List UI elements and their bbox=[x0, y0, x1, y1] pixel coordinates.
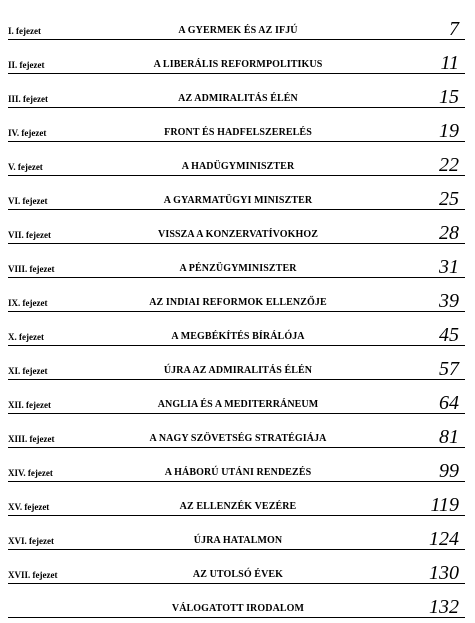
toc-row bbox=[8, 40, 465, 74]
toc-row bbox=[8, 516, 465, 550]
chapter-label: XI. fejezet bbox=[8, 366, 48, 376]
chapter-title: A GYERMEK ÉS AZ IFJÚ bbox=[178, 25, 298, 36]
chapter-label: XIII. fejezet bbox=[8, 434, 55, 444]
chapter-label: I. fejezet bbox=[8, 26, 41, 36]
toc-row bbox=[8, 448, 465, 482]
page-number: 119 bbox=[430, 494, 459, 516]
chapter-label: IX. fejezet bbox=[8, 298, 48, 308]
chapter-label: XIV. fejezet bbox=[8, 468, 53, 478]
chapter-label: VII. fejezet bbox=[8, 230, 51, 240]
chapter-title: A LIBERÁLIS REFORMPOLITIKUS bbox=[153, 59, 323, 70]
chapter-title: AZ ADMIRALITÁS ÉLÉN bbox=[178, 93, 298, 104]
page-number: 15 bbox=[439, 86, 459, 108]
toc-row bbox=[8, 74, 465, 108]
page-number: 57 bbox=[439, 358, 459, 380]
toc-row bbox=[8, 346, 465, 380]
chapter-title: VISSZA A KONZERVATÍVOKHOZ bbox=[158, 229, 318, 240]
chapter-title: A HADÜGYMINISZTER bbox=[181, 161, 295, 172]
toc-row bbox=[8, 584, 465, 618]
page-number: 99 bbox=[439, 460, 459, 482]
page-number: 124 bbox=[429, 528, 459, 550]
chapter-label: XVII. fejezet bbox=[8, 570, 58, 580]
chapter-title: A HÁBORÚ UTÁNI RENDEZÉS bbox=[164, 467, 312, 478]
toc-row bbox=[8, 414, 465, 448]
toc-row bbox=[8, 6, 465, 40]
page-number: 7 bbox=[449, 18, 459, 40]
table-of-contents bbox=[8, 6, 465, 618]
toc-row bbox=[8, 210, 465, 244]
chapter-label: II. fejezet bbox=[8, 60, 45, 70]
chapter-label: XV. fejezet bbox=[8, 502, 50, 512]
chapter-label: IV. fejezet bbox=[8, 128, 47, 138]
chapter-label: X. fejezet bbox=[8, 332, 44, 342]
toc-row bbox=[8, 482, 465, 516]
page-number: 25 bbox=[439, 188, 459, 210]
chapter-title: VÁLOGATOTT IRODALOM bbox=[171, 603, 305, 614]
chapter-title: A GYARMATÜGYI MINISZTER bbox=[163, 195, 313, 206]
page-number: 19 bbox=[439, 120, 459, 142]
toc-row bbox=[8, 550, 465, 584]
toc-row bbox=[8, 142, 465, 176]
chapter-title: FRONT ÉS HADFELSZERELÉS bbox=[164, 127, 312, 138]
chapter-title: A PÉNZÜGYMINISZTER bbox=[179, 263, 297, 274]
page-number: 39 bbox=[439, 290, 459, 312]
page-number: 45 bbox=[439, 324, 459, 346]
page-number: 132 bbox=[429, 596, 459, 618]
chapter-title: AZ ELLENZÉK VEZÉRE bbox=[179, 501, 297, 512]
page-number: 31 bbox=[439, 256, 459, 278]
chapter-title: ÚJRA AZ ADMIRALITÁS ÉLÉN bbox=[163, 365, 313, 376]
chapter-title: A MEGBÉKÍTÉS BÍRÁLÓJA bbox=[171, 331, 305, 342]
page-number: 81 bbox=[439, 426, 459, 448]
chapter-label: V. fejezet bbox=[8, 162, 43, 172]
toc-row bbox=[8, 278, 465, 312]
chapter-label: VIII. fejezet bbox=[8, 264, 55, 274]
toc-row bbox=[8, 108, 465, 142]
toc-row bbox=[8, 176, 465, 210]
chapter-label: VI. fejezet bbox=[8, 196, 48, 206]
page-number: 22 bbox=[439, 154, 459, 176]
chapter-title: A NAGY SZÖVETSÉG STRATÉGIÁJA bbox=[149, 433, 327, 444]
toc-row bbox=[8, 380, 465, 414]
chapter-label: XII. fejezet bbox=[8, 400, 51, 410]
chapter-title: ÚJRA HATALMON bbox=[193, 535, 283, 546]
chapter-title: AZ UTOLSÓ ÉVEK bbox=[192, 569, 284, 580]
chapter-title: ANGLIA ÉS A MEDITERRÁNEUM bbox=[157, 399, 319, 410]
chapter-title: AZ INDIAI REFORMOK ELLENZŐJE bbox=[149, 297, 327, 308]
page-number: 28 bbox=[439, 222, 459, 244]
toc-row bbox=[8, 244, 465, 278]
chapter-label: XVI. fejezet bbox=[8, 536, 54, 546]
page-number: 130 bbox=[429, 562, 459, 584]
toc-row bbox=[8, 312, 465, 346]
page-number: 64 bbox=[439, 392, 459, 414]
chapter-label: III. fejezet bbox=[8, 94, 48, 104]
page-number: 11 bbox=[440, 52, 459, 74]
